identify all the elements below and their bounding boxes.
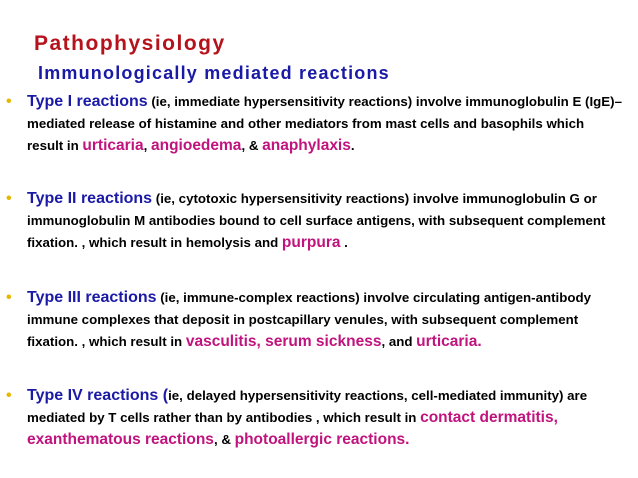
separator-text: , and	[381, 334, 417, 349]
bullet-type-3	[6, 287, 624, 353]
separator-text: (	[158, 387, 169, 404]
bullet-type-2	[6, 188, 624, 254]
separator-text: , &	[213, 432, 235, 447]
slide-title: Pathophysiology	[34, 32, 226, 55]
bullet-icon: •	[6, 289, 12, 306]
description-text: ie, delayed hypersensitivity reactions, cell-mediated immunity) are mediated by T cells rather than by antibodies , which result in	[27, 388, 588, 425]
reaction-type-label: Type IV reactions	[27, 387, 159, 404]
bullet-type-4	[6, 385, 624, 451]
highlight-term: urticaria	[82, 137, 144, 154]
highlight-term: vasculitis, serum sickness	[185, 333, 382, 350]
separator-text: ,	[143, 138, 151, 153]
bullet-icon: •	[6, 190, 12, 207]
reaction-type-label: Type II reactions	[27, 190, 153, 207]
slide-subtitle: Immunologically mediated reactions	[38, 63, 390, 83]
highlight-term: purpura	[281, 234, 341, 251]
description-text: (ie, cytotoxic hypersensitivity reactions) involve immunoglobulin G or immunoglobulin M antibodies bound to cell surface antigens, with subsequent complement fixation. , which result in hemolysis and	[27, 191, 606, 250]
highlight-term: urticaria.	[416, 333, 482, 350]
bullet-icon: •	[6, 387, 12, 404]
highlight-term: photoallergic reactions.	[234, 431, 410, 448]
description-text: (ie, immune-complex reactions) involve circulating antigen-antibody immune complexes that deposit in postcapillary venules, with subsequent complement fixation. , which result in	[27, 290, 591, 349]
highlight-term: contact dermatitis, exanthematous reactions	[27, 409, 558, 448]
reaction-type-label: Type III reactions	[27, 289, 157, 306]
separator-text: .	[340, 235, 348, 250]
highlight-term: angioedema	[150, 137, 242, 154]
reaction-type-label: Type I reactions	[27, 93, 148, 110]
description-text: (ie, immediate hypersensitivity reactions) involve immunoglobulin E (IgE)–mediated release of histamine and other mediators from mast cells and basophils which result in	[27, 94, 622, 153]
bullet-icon: •	[6, 93, 12, 110]
separator-text: , &	[241, 138, 263, 153]
separator-text: .	[350, 138, 355, 153]
highlight-term: anaphylaxis	[262, 137, 351, 154]
bullet-type-1	[6, 91, 624, 157]
